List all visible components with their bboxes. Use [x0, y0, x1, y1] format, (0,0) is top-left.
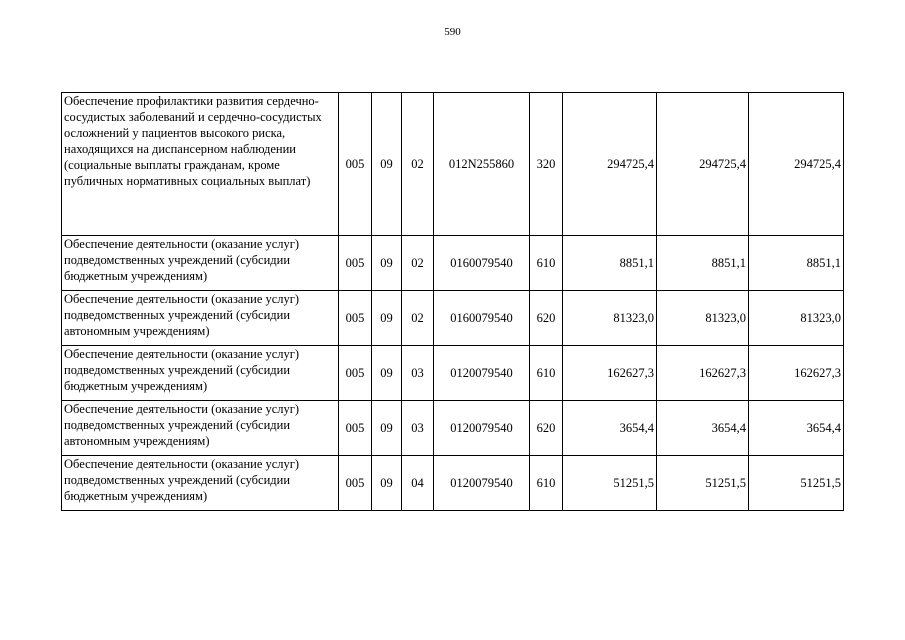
expense-type-code: 320 — [530, 93, 563, 236]
amount-2: 294725,4 — [657, 93, 749, 236]
page-number: 590 — [444, 26, 461, 38]
expense-name: Обеспечение деятельности (оказание услуг) подведомственных учреждений (субсидии бюджетным учреждениям) — [62, 236, 339, 291]
target-article-code: 012N255860 — [434, 93, 530, 236]
amount-3: 162627,3 — [749, 346, 844, 401]
table-row — [62, 401, 844, 456]
amount-3: 294725,4 — [749, 93, 844, 236]
amount-2: 3654,4 — [657, 401, 749, 456]
target-article-code: 0120079540 — [434, 401, 530, 456]
table-row — [62, 236, 844, 291]
target-article-code: 0120079540 — [434, 346, 530, 401]
subsection-code: 03 — [402, 401, 434, 456]
expense-name: Обеспечение деятельности (оказание услуг) подведомственных учреждений (субсидии автономным учреждениям) — [62, 291, 339, 346]
amount-3: 3654,4 — [749, 401, 844, 456]
amount-1: 51251,5 — [563, 456, 657, 511]
amount-1: 294725,4 — [563, 93, 657, 236]
amount-2: 8851,1 — [657, 236, 749, 291]
expense-type-code: 620 — [530, 401, 563, 456]
amount-1: 3654,4 — [563, 401, 657, 456]
amount-1: 162627,3 — [563, 346, 657, 401]
expense-type-code: 610 — [530, 346, 563, 401]
amount-2: 162627,3 — [657, 346, 749, 401]
amount-1: 8851,1 — [563, 236, 657, 291]
table-row — [62, 93, 844, 236]
amount-1: 81323,0 — [563, 291, 657, 346]
table-row — [62, 291, 844, 346]
subsection-code: 02 — [402, 93, 434, 236]
subsection-code: 03 — [402, 346, 434, 401]
target-article-code: 0160079540 — [434, 291, 530, 346]
expense-type-code: 620 — [530, 291, 563, 346]
subsection-code: 04 — [402, 456, 434, 511]
subsection-code: 02 — [402, 236, 434, 291]
expense-name: Обеспечение деятельности (оказание услуг) подведомственных учреждений (субсидии бюджетным учреждениям) — [62, 456, 339, 511]
expense-name: Обеспечение профилактики развития сердечно-сосудистых заболеваний и сердечно-сосудистых осложнений у пациентов высокого риска, находящихся на диспансерном наблюдении (социальные выплаты гражданам, кроме публичных нормативных социальных выплат) — [62, 93, 339, 236]
budget-table — [61, 92, 844, 511]
section-code: 09 — [372, 236, 402, 291]
ministry-code: 005 — [339, 401, 372, 456]
ministry-code: 005 — [339, 93, 372, 236]
section-code: 09 — [372, 346, 402, 401]
amount-3: 51251,5 — [749, 456, 844, 511]
amount-2: 51251,5 — [657, 456, 749, 511]
expense-type-code: 610 — [530, 236, 563, 291]
section-code: 09 — [372, 401, 402, 456]
ministry-code: 005 — [339, 291, 372, 346]
ministry-code: 005 — [339, 236, 372, 291]
subsection-code: 02 — [402, 291, 434, 346]
expense-name: Обеспечение деятельности (оказание услуг) подведомственных учреждений (субсидии автономным учреждениям) — [62, 401, 339, 456]
target-article-code: 0160079540 — [434, 236, 530, 291]
section-code: 09 — [372, 93, 402, 236]
section-code: 09 — [372, 456, 402, 511]
target-article-code: 0120079540 — [434, 456, 530, 511]
ministry-code: 005 — [339, 346, 372, 401]
table-row — [62, 346, 844, 401]
expense-type-code: 610 — [530, 456, 563, 511]
amount-3: 8851,1 — [749, 236, 844, 291]
amount-3: 81323,0 — [749, 291, 844, 346]
ministry-code: 005 — [339, 456, 372, 511]
table-row — [62, 456, 844, 511]
amount-2: 81323,0 — [657, 291, 749, 346]
expense-name: Обеспечение деятельности (оказание услуг) подведомственных учреждений (субсидии бюджетным учреждениям) — [62, 346, 339, 401]
section-code: 09 — [372, 291, 402, 346]
